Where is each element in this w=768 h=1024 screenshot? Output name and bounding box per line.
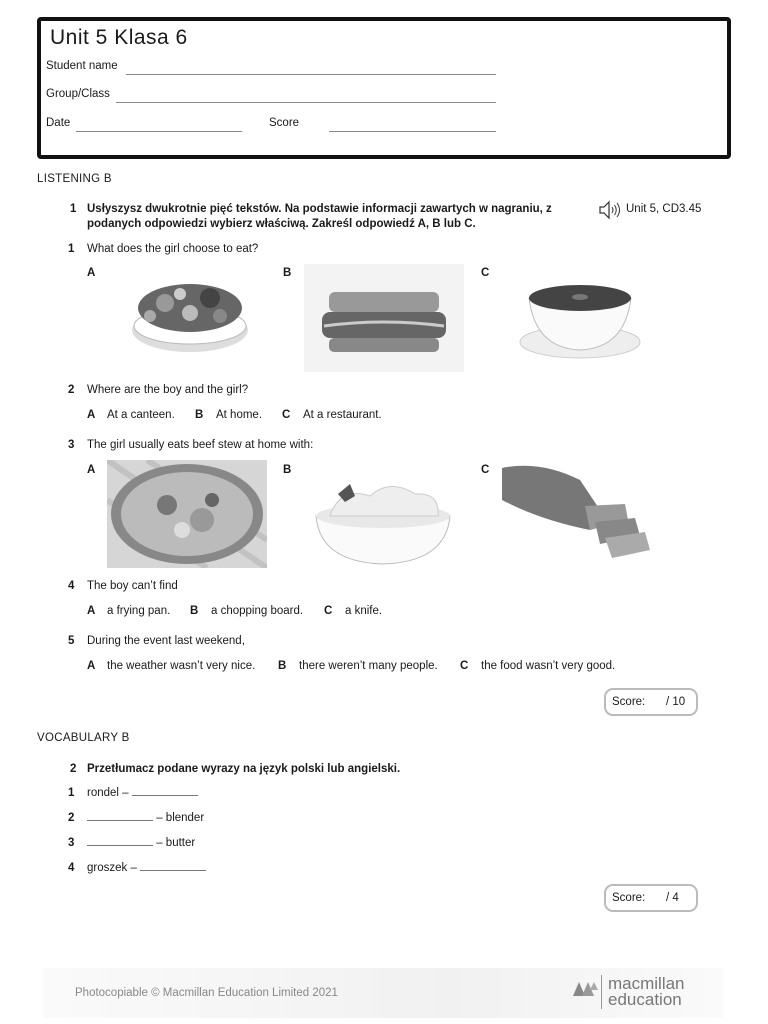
vocabulary-score-label: Score: <box>612 892 646 904</box>
vocab-item-1-number: 1 <box>68 787 75 799</box>
question-2-option-a-letter[interactable]: A <box>87 409 96 421</box>
vocab-item-1 <box>87 787 198 799</box>
vocab-item-2-number: 2 <box>68 812 75 824</box>
audio-reference: Unit 5, CD3.45 <box>626 203 702 215</box>
listening-section-title: LISTENING B <box>37 173 112 185</box>
question-3-number: 3 <box>68 439 75 451</box>
question-1-option-a-letter[interactable]: A <box>87 267 96 279</box>
brand-line-2: education <box>608 990 682 1009</box>
vocab-item-3-answer-blank[interactable] <box>87 845 153 846</box>
student-name-field[interactable] <box>126 74 496 75</box>
task-instruction-line1: Usłyszysz dwukrotnie pięć tekstów. Na podstawie informacji zawartych w nagraniu, z <box>87 203 552 215</box>
question-5-text: During the event last weekend, <box>87 635 245 647</box>
question-1-number: 1 <box>68 243 75 255</box>
vocab-item-4-answer-blank[interactable] <box>140 870 206 871</box>
bread-image <box>500 460 656 564</box>
vocabulary-score-total: / 4 <box>666 892 679 904</box>
header-box <box>37 17 731 159</box>
question-5-option-a-letter[interactable]: A <box>87 660 96 672</box>
vocabulary-score-box[interactable] <box>604 884 698 912</box>
question-2-option-c-text[interactable]: At a restaurant. <box>303 409 382 421</box>
listening-score-total: / 10 <box>666 696 686 708</box>
question-2-option-c-letter[interactable]: C <box>282 409 291 421</box>
date-label: Date <box>46 117 71 129</box>
score-label: Score <box>269 117 300 129</box>
vocabulary-instruction: Przetłumacz podane wyrazy na język polski lub angielski. <box>87 763 401 775</box>
vocab-item-4-word: groszek – <box>87 862 137 874</box>
sandwich-image <box>304 264 464 372</box>
vocab-item-4-number: 4 <box>68 862 75 874</box>
question-3-option-b-letter[interactable]: B <box>283 464 292 476</box>
student-name-label: Student name <box>46 60 118 72</box>
question-5-option-b-letter[interactable]: B <box>278 660 287 672</box>
question-4-option-b-letter[interactable]: B <box>190 605 199 617</box>
speaker-icon[interactable] <box>598 200 622 220</box>
brand-line-1: macmillan <box>608 974 685 993</box>
question-5-option-b-text[interactable]: there weren’t many people. <box>299 660 438 672</box>
vocab-item-4 <box>87 862 206 874</box>
question-4-number: 4 <box>68 580 75 592</box>
question-1-text: What does the girl choose to eat? <box>87 243 259 255</box>
vocabulary-task-number: 2 <box>70 763 77 775</box>
question-4-option-c-letter[interactable]: C <box>324 605 333 617</box>
question-5-option-a-text[interactable]: the weather wasn’t very nice. <box>107 660 256 672</box>
page-title: Unit 5 Klasa 6 <box>50 26 188 49</box>
vocab-item-2-answer-blank[interactable] <box>87 820 153 821</box>
vocabulary-section-title: VOCABULARY B <box>37 732 130 744</box>
question-3-option-c-letter[interactable]: C <box>481 464 490 476</box>
question-4-option-c-text[interactable]: a knife. <box>345 605 383 617</box>
cabbage-stew-image <box>107 460 267 568</box>
question-5-number: 5 <box>68 635 75 647</box>
listening-score-box[interactable] <box>604 688 698 716</box>
question-2-option-b-text[interactable]: At home. <box>216 409 263 421</box>
question-4-text: The boy can’t find <box>87 580 178 592</box>
question-1-option-c-letter[interactable]: C <box>481 267 490 279</box>
question-4-option-a-letter[interactable]: A <box>87 605 96 617</box>
vocab-item-1-answer-blank[interactable] <box>132 795 198 796</box>
question-2-number: 2 <box>68 384 75 396</box>
group-class-field[interactable] <box>116 102 496 103</box>
task-instruction-line2: podanych odpowiedzi wybierz właściwą. Zakreśl odpowiedź A, B lub C. <box>87 218 476 230</box>
macmillan-logo-icon <box>572 976 600 998</box>
question-5-option-c-text[interactable]: the food wasn’t very good. <box>481 660 616 672</box>
group-class-label: Group/Class <box>46 88 110 100</box>
salad-image <box>120 268 260 364</box>
question-3-option-a-letter[interactable]: A <box>87 464 96 476</box>
footer-divider <box>601 975 602 1009</box>
question-1-option-b-letter[interactable]: B <box>283 267 292 279</box>
mashed-potatoes-image <box>310 466 456 566</box>
copyright-text: Photocopiable © Macmillan Education Limited 2021 <box>75 987 338 999</box>
date-field[interactable] <box>76 131 242 132</box>
vocab-item-3-number: 3 <box>68 837 75 849</box>
question-4-option-b-text[interactable]: a chopping board. <box>211 605 304 617</box>
task-number: 1 <box>70 203 77 215</box>
question-3-text: The girl usually eats beef stew at home with: <box>87 439 314 451</box>
soup-image <box>515 270 645 364</box>
question-5-option-c-letter[interactable]: C <box>460 660 469 672</box>
question-2-option-b-letter[interactable]: B <box>195 409 204 421</box>
vocab-item-2 <box>87 812 204 824</box>
vocab-item-1-word: rondel – <box>87 787 129 799</box>
vocab-item-3 <box>87 837 195 849</box>
question-2-option-a-text[interactable]: At a canteen. <box>107 409 175 421</box>
question-2-text: Where are the boy and the girl? <box>87 384 249 396</box>
listening-score-label: Score: <box>612 696 646 708</box>
vocab-item-3-word: – butter <box>156 837 196 849</box>
score-field[interactable] <box>329 131 496 132</box>
question-4-option-a-text[interactable]: a frying pan. <box>107 605 171 617</box>
vocab-item-2-word: – blender <box>156 812 205 824</box>
